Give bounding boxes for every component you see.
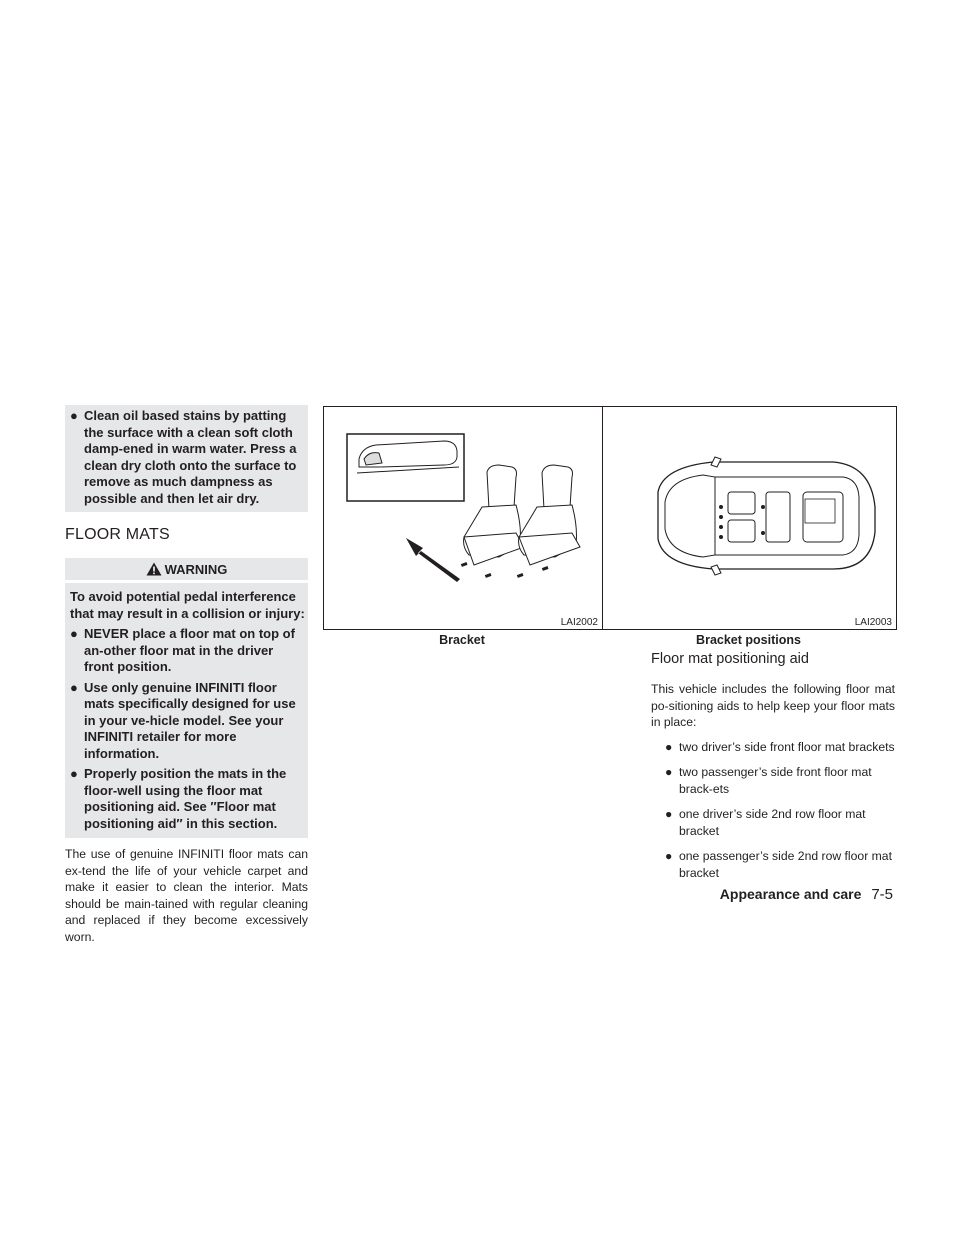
cleaning-note-text: Clean oil based stains by patting the surface with a clean soft cloth damp-ened in warm water. Press a clean dry cloth onto the surface to remove as much dampness as possible and then let air dry. (84, 408, 297, 506)
bullet-icon: ● (665, 739, 673, 754)
vehicle-topview-illustration (603, 407, 896, 629)
warning-label: WARNING (164, 561, 228, 577)
figure-code: LAI2002 (560, 617, 598, 628)
warning-body (65, 583, 308, 838)
warning-intro: To avoid potential pedal interference that may result in a collision or injury: (70, 589, 305, 621)
list-item (70, 408, 305, 507)
bullet-icon: ● (70, 679, 78, 695)
figure-caption: Bracket positions (696, 633, 801, 647)
list-item (70, 680, 305, 763)
bullet-icon: ● (665, 807, 673, 821)
bullet-icon: ● (665, 765, 673, 779)
list-item (70, 626, 305, 676)
page-footer (720, 886, 893, 903)
bracket-figure (323, 406, 603, 630)
cleaning-note-box (65, 405, 308, 512)
bullet-icon: ● (665, 849, 673, 863)
section-title: FLOOR MATS (65, 526, 170, 543)
bullet-icon: ● (70, 626, 78, 641)
list-item (665, 764, 895, 797)
bullet-icon: ● (70, 766, 78, 781)
figure-code: LAI2003 (854, 617, 892, 628)
list-item (665, 739, 895, 756)
floor-mats-paragraph: The use of genuine INFINITI floor mats can ex-tend the life of your vehicle carpet and make it easier to clean the interior. Mats should be main-tained with regular cleaning and replaced if they become excessively worn. (65, 847, 308, 944)
figure-caption: Bracket (439, 633, 485, 647)
warning-item-text: Use only genuine INFINITI floor mats specifically designed for use in your ve-hicle model. See your INFINITI retailer for more information. (84, 679, 296, 761)
footer-section-name: Appearance and care (719, 886, 862, 902)
list-item (70, 766, 305, 832)
positioning-aid-list (651, 739, 895, 882)
left-column (65, 405, 308, 945)
subsection-title: Floor mat positioning aid (651, 651, 809, 667)
bullet-icon: ● (70, 408, 78, 423)
list-item (665, 806, 895, 839)
footer-page-number: 7-5 (871, 886, 893, 903)
list-item (665, 848, 895, 881)
warning-box (65, 558, 308, 838)
bracket-positions-figure (602, 406, 897, 630)
warning-item-text: NEVER place a floor mat on top of an-other floor mat in the driver front position. (84, 626, 295, 674)
list-item-text: one passenger’s side 2nd row floor mat bracket (679, 849, 892, 880)
list-item-text: one driver’s side 2nd row floor mat bracket (679, 807, 866, 838)
warning-icon (146, 562, 162, 576)
warning-header (65, 558, 308, 580)
list-item-text: two driver’s side front floor mat brackets (679, 739, 895, 754)
positioning-aid-section (651, 651, 895, 881)
seat-bracket-illustration (324, 407, 602, 629)
warning-item-text: Properly position the mats in the floor-well using the floor mat positioning aid. See ″Floor mat positioning aid″ in this section. (84, 766, 287, 831)
positioning-aid-intro: This vehicle includes the following floor mat po-sitioning aids to help keep your floor mats in place: (651, 682, 895, 729)
list-item-text: two passenger’s side front floor mat brack-ets (679, 765, 872, 796)
